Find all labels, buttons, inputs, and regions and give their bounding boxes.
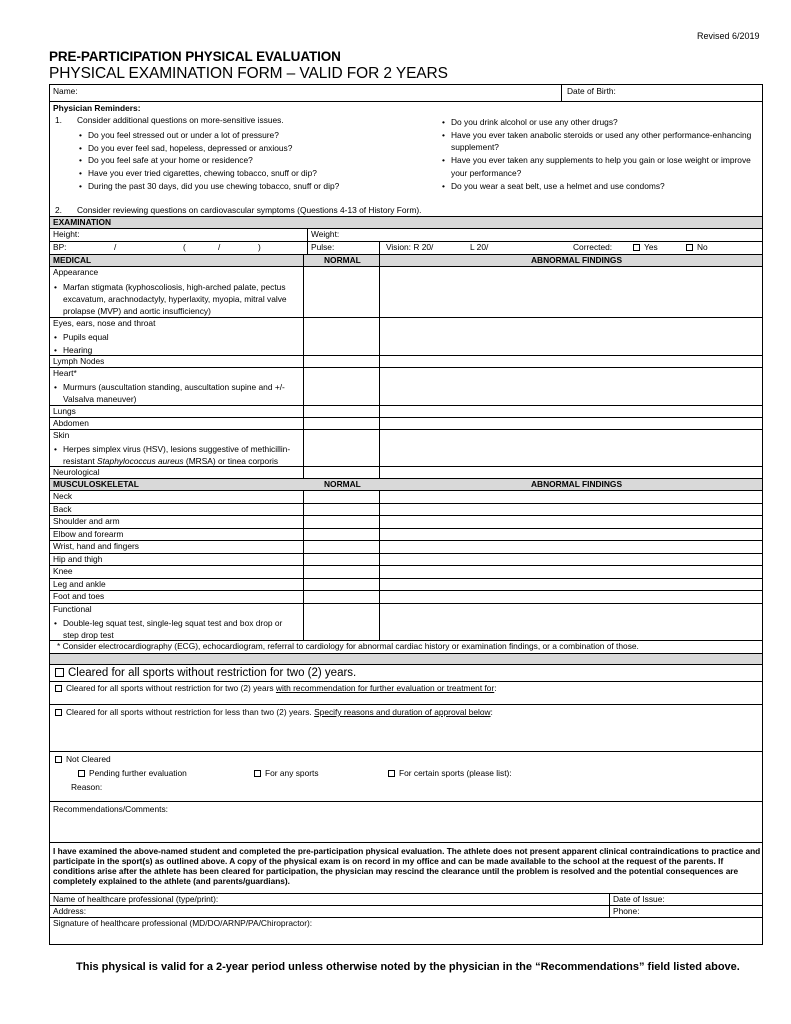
bp-slash: / — [218, 242, 221, 252]
option-label: For any sports — [265, 768, 319, 778]
phone-label: Phone: — [613, 906, 640, 916]
divider — [379, 254, 380, 640]
not-cleared-option[interactable] — [55, 755, 111, 765]
checkbox-icon[interactable] — [78, 770, 85, 777]
divider — [49, 101, 763, 102]
pending-evaluation-option[interactable] — [78, 769, 187, 779]
list-item: • Do you ever feel sad, hopeless, depressed or anxious? — [78, 142, 408, 155]
cleared-less-than-two-years-option[interactable] — [55, 708, 493, 718]
reminder-left-list — [78, 129, 408, 193]
list-item: • Pupils equal — [53, 331, 300, 344]
list-item: • Do you feel safe at your home or residence? — [78, 154, 408, 167]
list-item: • Hearing — [53, 344, 300, 357]
divider — [561, 84, 562, 101]
bp-label: BP: — [53, 242, 67, 252]
msk-item-wrist: Wrist, hand and fingers — [53, 541, 139, 551]
weight-label: Weight: — [311, 229, 340, 239]
divider — [49, 540, 763, 541]
bp-paren-open: ( — [183, 242, 186, 252]
divider — [49, 590, 763, 591]
checkbox-icon[interactable] — [55, 685, 62, 692]
checkbox-icon[interactable] — [55, 756, 62, 763]
shaded-band — [50, 479, 762, 490]
skin-bullet-text: Herpes simplex virus (HSV), lesions suggestive of methicillin-resistant — [63, 444, 291, 467]
reminder-number-2: 2. — [55, 205, 62, 215]
heart-label: Heart* — [53, 368, 77, 378]
divider — [49, 355, 763, 356]
checkbox-icon[interactable] — [55, 709, 62, 716]
medical-abnormal-header: ABNORMAL FINDINGS — [531, 255, 623, 265]
cleared-with-recommendation-option[interactable] — [55, 684, 497, 694]
date-of-issue-label: Date of Issue: — [613, 894, 665, 904]
divider — [379, 241, 380, 254]
list-item: • Have you ever tried cigarettes, chewing tobacco, snuff or dip? — [78, 167, 408, 180]
ecg-note: * Consider electrocardiography (ECG), echocardiogram, referral to cardiology for abnormal cardiac history or examination findings, or a combination of those. — [57, 641, 639, 651]
option-label-colon: : — [490, 707, 493, 717]
skin-list — [53, 443, 300, 467]
divider — [49, 664, 763, 665]
divider — [49, 842, 763, 843]
checkbox-icon[interactable] — [686, 244, 693, 251]
height-label: Height: — [53, 229, 80, 239]
divider — [303, 254, 304, 640]
neurological-label: Neurological — [53, 467, 100, 477]
divider — [49, 466, 763, 467]
reminder-item-1: Consider additional questions on more-sensitive issues. — [77, 115, 284, 125]
msk-item-shoulder: Shoulder and arm — [53, 516, 120, 526]
checkbox-icon[interactable] — [633, 244, 640, 251]
list-item: • Double-leg squat test, single-leg squat test and box drop or step drop test — [53, 617, 300, 641]
eyes-list — [53, 331, 300, 356]
list-item: • During the past 30 days, did you use chewing tobacco, snuff or dip? — [78, 180, 408, 193]
attestation-statement: I have examined the above-named student and completed the pre-participation physical evaluation. The athlete does not present apparent clinical contraindications to practice and participate in the sport(s) as outlined above. A copy of the physical exam is on record in my office and can be made available to the school at the request of the parents. If conditions arise after the athlete has been cleared for participation, the physician may rescind the clearance until the problem is resolved and the potential consequences are completely explained to the athlete (and parents/guardians). — [53, 846, 761, 886]
list-item: • Have you ever taken anabolic steroids or used any other performance-enhancing supplement? — [441, 129, 759, 154]
divider — [49, 490, 763, 491]
recommendations-label: Recommendations/Comments: — [53, 804, 168, 814]
shaded-band — [50, 255, 762, 266]
appearance-list — [53, 281, 300, 318]
divider — [49, 515, 763, 516]
list-item: • Do you wear a seat belt, use a helmet and use condoms? — [441, 180, 759, 193]
name-label: Name: — [53, 86, 78, 96]
option-label: For certain sports (please list): — [399, 768, 512, 778]
list-item: • Do you feel stressed out or under a lot of pressure? — [78, 129, 408, 142]
divider — [49, 801, 763, 802]
reminders-heading: Physician Reminders: — [53, 103, 141, 113]
msk-abnormal-header: ABNORMAL FINDINGS — [531, 479, 623, 489]
list-item: • Murmurs (auscultation standing, auscultation supine and +/- Valsalva maneuver) — [53, 381, 300, 405]
msk-item-neck: Neck — [53, 491, 73, 501]
option-label: Cleared for all sports without restriction for less than two (2) years. — [66, 707, 315, 717]
functional-list — [53, 617, 300, 641]
divider — [49, 565, 763, 566]
revised-date: Revised 6/2019 — [697, 31, 760, 41]
medical-normal-header: NORMAL — [324, 255, 361, 265]
msk-item-leg: Leg and ankle — [53, 579, 106, 589]
lungs-label: Lungs — [53, 406, 76, 416]
divider — [49, 704, 763, 705]
bp-paren-close: ) — [258, 242, 261, 252]
divider — [49, 528, 763, 529]
functional-label: Functional — [53, 604, 92, 614]
option-label: Cleared for all sports without restriction for two (2) years. — [68, 667, 357, 679]
medical-heading: MEDICAL — [53, 255, 92, 265]
pulse-label: Pulse: — [311, 242, 335, 252]
divider — [49, 681, 763, 682]
reminder-right-list — [441, 116, 759, 192]
option-label: Yes — [644, 242, 658, 252]
reason-label: Reason: — [71, 782, 103, 792]
cleared-all-option[interactable] — [55, 667, 356, 680]
msk-item-back: Back — [53, 504, 72, 514]
divider — [307, 228, 308, 254]
examination-heading: EXAMINATION — [53, 217, 112, 227]
vision-left-label: L 20/ — [470, 242, 489, 252]
divider — [49, 266, 763, 267]
reminder-item-2: Consider reviewing questions on cardiovascular symptoms (Questions 4-13 of History Form). — [77, 205, 422, 215]
divider — [49, 417, 763, 418]
checkbox-icon[interactable] — [388, 770, 395, 777]
option-label: Cleared for all sports without restriction for two (2) years — [66, 683, 276, 693]
checkbox-icon[interactable] — [254, 770, 261, 777]
heart-list — [53, 381, 300, 405]
validity-footer: This physical is valid for a 2-year period unless otherwise noted by the physician in the “Recommendations” field listed above. — [76, 961, 740, 973]
signature-label: Signature of healthcare professional (MD/DO/ARNP/PA/Chiropractor): — [53, 918, 313, 928]
divider — [49, 503, 763, 504]
option-label: Pending further evaluation — [89, 768, 187, 778]
reminder-number-1: 1. — [55, 115, 62, 125]
corrected-no-option[interactable] — [686, 243, 708, 253]
option-label-colon: : — [494, 683, 497, 693]
divider — [49, 405, 763, 406]
divider — [49, 553, 763, 554]
dob-label: Date of Birth: — [567, 86, 616, 96]
bp-slash: / — [114, 242, 117, 252]
divider — [49, 317, 763, 318]
msk-normal-header: NORMAL — [324, 479, 361, 489]
option-label: Not Cleared — [66, 754, 111, 764]
msk-heading: MUSCULOSKELETAL — [53, 479, 139, 489]
divider — [49, 228, 763, 229]
shaded-band — [50, 654, 762, 664]
option-label-underlined: with recommendation for further evaluation or treatment for — [275, 683, 495, 693]
abdomen-label: Abdomen — [53, 418, 89, 428]
address-label: Address: — [53, 906, 87, 916]
corrected-yes-option[interactable] — [633, 243, 658, 253]
divider — [49, 603, 763, 604]
skin-label: Skin — [53, 430, 70, 440]
lymph-label: Lymph Nodes — [53, 356, 105, 366]
msk-item-hip: Hip and thigh — [53, 554, 103, 564]
skin-bullet-text: (MRSA) or tinea corporis — [185, 456, 279, 467]
divider — [49, 905, 763, 906]
healthcare-name-label: Name of healthcare professional (type/print): — [53, 894, 219, 904]
msk-item-foot: Foot and toes — [53, 591, 105, 601]
option-label-underlined: Specify reasons and duration of approval below — [314, 707, 491, 717]
form-subtitle: PHYSICAL EXAMINATION FORM – VALID FOR 2 YEARS — [49, 65, 448, 82]
msk-item-knee: Knee — [53, 566, 73, 576]
skin-bullet-italic: Staphylococcus aureus — [96, 456, 184, 467]
option-label: No — [697, 242, 708, 252]
checkbox-icon[interactable] — [55, 668, 64, 677]
eyes-label: Eyes, ears, nose and throat — [53, 318, 156, 328]
divider — [49, 751, 763, 752]
divider — [49, 429, 763, 430]
vision-right-label: Vision: R 20/ — [386, 242, 434, 252]
list-item: • Have you ever taken any supplements to help you gain or lose weight or improve your performance? — [441, 154, 759, 179]
list-item: • Marfan stigmata (kyphoscoliosis, high-arched palate, pectus excavatum, arachnodactyly, hyperlaxity, myopia, mitral valve prolapse (MVP) and aortic insufficiency) — [53, 281, 300, 318]
shaded-band — [50, 217, 762, 228]
any-sports-option[interactable] — [254, 769, 319, 779]
list-item — [53, 443, 300, 467]
list-item: • Do you drink alcohol or use any other drugs? — [441, 116, 759, 129]
divider — [49, 367, 763, 368]
divider — [49, 578, 763, 579]
corrected-label: Corrected: — [573, 242, 613, 252]
certain-sports-option[interactable] — [388, 769, 512, 779]
appearance-label: Appearance — [53, 267, 99, 277]
msk-item-elbow: Elbow and forearm — [53, 529, 124, 539]
form-title: PRE-PARTICIPATION PHYSICAL EVALUATION — [49, 49, 341, 64]
